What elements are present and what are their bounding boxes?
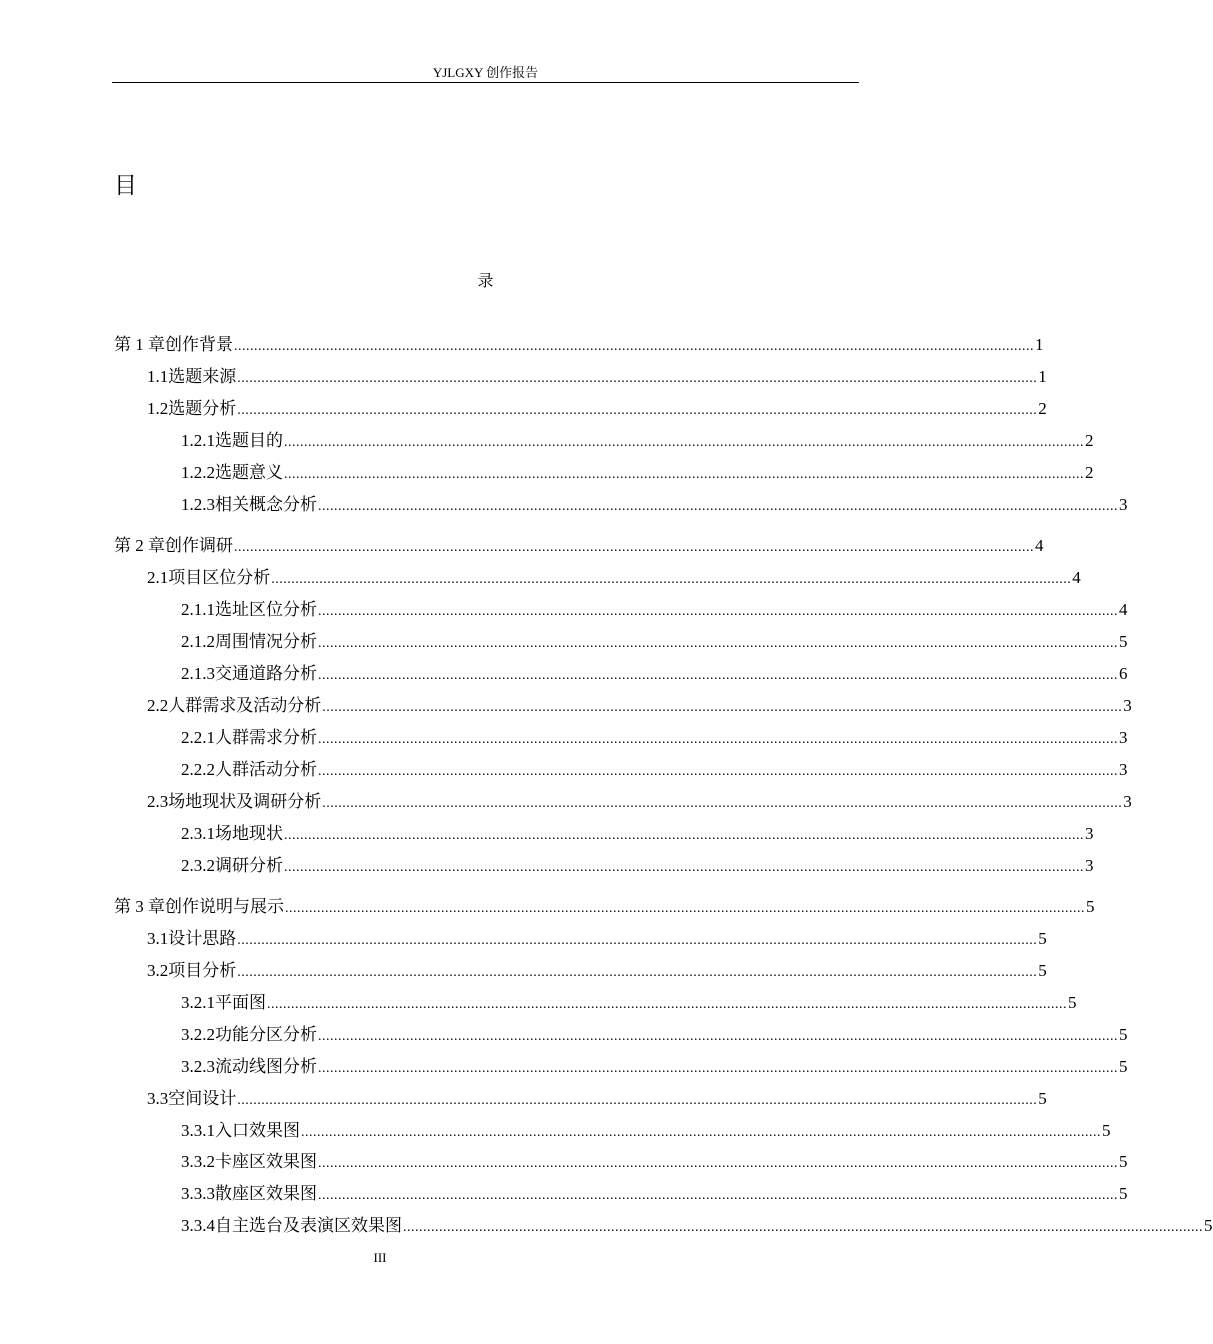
toc-entry-number: 2.3.1 [181, 824, 215, 843]
toc-entry-title: 入口效果图 [215, 1121, 300, 1140]
toc-entry-page: 5 [1102, 1121, 1111, 1140]
toc-entry-title: 场地现状及调研分析 [168, 792, 322, 811]
toc-leader-dots: ........................................................................................................................................................................................................ [322, 700, 1123, 715]
toc-entry-number: 1.2 [147, 399, 169, 418]
toc-entry-page: 2 [1085, 463, 1094, 482]
toc-leader-dots: ........................................................................................................................................................................................................ [301, 1125, 1101, 1140]
toc-leader-dots: ........................................................................................................................................................................................................ [271, 572, 1072, 587]
toc-entry[interactable] [181, 991, 1077, 1015]
toc-entry-page: 3 [1085, 824, 1094, 843]
toc-entry-page: 3 [1119, 760, 1128, 779]
toc-leader-dots: ........................................................................................................................................................................................................ [267, 997, 1067, 1012]
toc-entry-page: 1 [1038, 367, 1047, 386]
toc-entry-number: 1.1 [147, 367, 169, 386]
toc-leader-dots: ........................................................................................................................................................................................................ [237, 933, 1038, 948]
toc-entry-title: 项目分析 [168, 961, 237, 980]
toc-entry-page: 5 [1086, 897, 1095, 916]
toc-entry[interactable] [147, 365, 1047, 389]
toc-entry-title: 卡座区效果图 [215, 1152, 317, 1171]
toc-entry-page: 4 [1035, 536, 1044, 555]
toc-entry-title: 选题意义 [215, 463, 283, 482]
toc-leader-dots: ........................................................................................................................................................................................................ [318, 1029, 1118, 1044]
toc-entry-page: 3 [1119, 495, 1128, 514]
toc-entry[interactable] [181, 758, 1128, 782]
toc-entry-title: 流动线图分析 [215, 1057, 317, 1076]
toc-entry[interactable] [181, 662, 1128, 686]
toc-entry-title: 选题目的 [215, 431, 283, 450]
toc-entry[interactable] [181, 822, 1094, 846]
toc-entry-number: 2.2.2 [181, 760, 215, 779]
toc-entry-page: 5 [1038, 929, 1047, 948]
toc-leader-dots: ........................................................................................................................................................................................................ [318, 1156, 1118, 1171]
toc-entry-page: 3 [1119, 728, 1128, 747]
toc-leader-dots: ........................................................................................................................................................................................................ [237, 965, 1038, 980]
toc-entry-number: 2.1.3 [181, 664, 215, 683]
toc-entry-number: 2.3.2 [181, 856, 215, 875]
toc-leader-dots: ........................................................................................................................................................................................................ [318, 636, 1118, 651]
toc-entry-title: 场地现状 [215, 824, 283, 843]
toc-entry-number: 3.2.3 [181, 1057, 215, 1076]
toc-entry[interactable] [114, 534, 1044, 558]
toc-entry-title: 人群需求分析 [215, 728, 317, 747]
toc-entry-page: 5 [1119, 1057, 1128, 1076]
toc-leader-dots: ........................................................................................................................................................................................................ [285, 901, 1085, 916]
toc-entry-title: 自主选台及表演区效果图 [215, 1216, 402, 1235]
toc-entry-title: 周围情况分析 [215, 632, 317, 651]
toc-entry-page: 2 [1085, 431, 1094, 450]
toc-leader-dots: ........................................................................................................................................................................................................ [237, 1093, 1038, 1108]
toc-entry-number: 2.2 [147, 696, 169, 715]
toc-entry-page: 3 [1123, 696, 1132, 715]
toc-entry-number: 第 3 章 [114, 897, 165, 916]
toc-entry-page: 3 [1123, 792, 1132, 811]
toc-entry[interactable] [181, 429, 1094, 453]
toc-leader-dots: ........................................................................................................................................................................................................ [318, 604, 1118, 619]
toc-entry-title: 人群需求及活动分析 [168, 696, 322, 715]
toc-entry[interactable] [181, 630, 1128, 654]
toc-entry[interactable] [181, 1119, 1111, 1143]
toc-entry-title: 相关概念分析 [215, 495, 317, 514]
toc-entry[interactable] [114, 333, 1044, 357]
toc-leader-dots: ........................................................................................................................................................................................................ [318, 1061, 1118, 1076]
toc-leader-dots: ........................................................................................................................................................................................................ [318, 732, 1118, 747]
toc-entry-number: 3.3.2 [181, 1152, 215, 1171]
toc-leader-dots: ........................................................................................................................................................................................................ [322, 796, 1123, 811]
toc-entry-title: 空间设计 [168, 1089, 237, 1108]
toc-entry-title: 平面图 [215, 993, 266, 1012]
toc-leader-dots: ........................................................................................................................................................................................................ [234, 540, 1034, 555]
toc-heading-part1: 目 [114, 173, 137, 199]
page-header: YJLGXY 创作报告 [432, 65, 539, 80]
toc-entry-title: 设计思路 [168, 929, 237, 948]
toc-entry[interactable] [181, 1023, 1128, 1047]
toc-entry-number: 3.2.2 [181, 1025, 215, 1044]
toc-entry-number: 2.3 [147, 792, 169, 811]
toc-entry-page: 3 [1085, 856, 1094, 875]
toc-entry-page: 5 [1119, 1184, 1128, 1203]
toc-entry-number: 2.2.1 [181, 728, 215, 747]
toc-entry-number: 2.1.1 [181, 600, 215, 619]
toc-entry[interactable] [181, 1182, 1128, 1206]
toc-entry[interactable] [181, 461, 1094, 485]
toc-entry-title: 调研分析 [215, 856, 283, 875]
toc-leader-dots: ........................................................................................................................................................................................................ [318, 499, 1118, 514]
toc-leader-dots: ........................................................................................................................................................................................................ [237, 403, 1038, 418]
toc-entry[interactable] [181, 1214, 1213, 1238]
toc-entry-page: 5 [1204, 1216, 1213, 1235]
toc-entry-title: 创作说明与展示 [165, 897, 284, 916]
toc-entry-page: 5 [1119, 632, 1128, 651]
toc-entry-number: 3.2.1 [181, 993, 215, 1012]
toc-entry-title: 选题分析 [168, 399, 237, 418]
toc-entry-page: 5 [1038, 961, 1047, 980]
toc-leader-dots: ........................................................................................................................................................................................................ [403, 1220, 1203, 1235]
toc-entry[interactable] [147, 397, 1047, 421]
toc-entry[interactable] [181, 598, 1128, 622]
toc-entry-page: 2 [1038, 399, 1047, 418]
toc-entry-number: 1.2.2 [181, 463, 215, 482]
toc-entry[interactable] [147, 790, 1132, 814]
toc-entry-number: 3.1 [147, 929, 169, 948]
toc-entry-title: 人群活动分析 [215, 760, 317, 779]
toc-entry[interactable] [114, 895, 1095, 919]
toc-entry[interactable] [181, 1150, 1128, 1174]
toc-heading-part2: 录 [477, 273, 494, 290]
toc-leader-dots: ........................................................................................................................................................................................................ [284, 828, 1084, 843]
toc-entry[interactable] [147, 1087, 1047, 1111]
toc-entry-title: 项目区位分析 [168, 568, 271, 587]
toc-leader-dots: ........................................................................................................................................................................................................ [284, 467, 1084, 482]
toc-entry[interactable] [181, 726, 1128, 750]
toc-entry-page: 5 [1119, 1025, 1128, 1044]
toc-entry-page: 1 [1035, 335, 1044, 354]
toc-entry[interactable] [181, 1055, 1128, 1079]
page-number: III [373, 1250, 387, 1265]
toc-entry-page: 4 [1119, 600, 1128, 619]
toc-entry-title: 交通道路分析 [215, 664, 317, 683]
toc-leader-dots: ........................................................................................................................................................................................................ [284, 860, 1084, 875]
toc-entry-number: 1.2.3 [181, 495, 215, 514]
toc-entry[interactable] [147, 694, 1132, 718]
toc-entry-number: 第 1 章 [114, 335, 165, 354]
toc-entry-page: 5 [1038, 1089, 1047, 1108]
toc-entry-page: 5 [1068, 993, 1077, 1012]
toc-entry-number: 3.3.3 [181, 1184, 215, 1203]
toc-entry-number: 3.2 [147, 961, 169, 980]
toc-leader-dots: ........................................................................................................................................................................................................ [318, 668, 1118, 683]
toc-leader-dots: ........................................................................................................................................................................................................ [318, 1188, 1118, 1203]
toc-leader-dots: ........................................................................................................................................................................................................ [237, 371, 1038, 386]
toc-leader-dots: ........................................................................................................................................................................................................ [284, 435, 1084, 450]
toc-entry[interactable] [147, 927, 1047, 951]
toc-entry[interactable] [147, 566, 1081, 590]
toc-entry-title: 创作背景 [165, 335, 233, 354]
toc-entry[interactable] [147, 959, 1047, 983]
toc-entry[interactable] [181, 493, 1128, 517]
toc-leader-dots: ........................................................................................................................................................................................................ [318, 764, 1118, 779]
toc-entry-title: 选题来源 [168, 367, 237, 386]
toc-entry-number: 2.1.2 [181, 632, 215, 651]
toc-entry-page: 5 [1119, 1152, 1128, 1171]
toc-entry-title: 散座区效果图 [215, 1184, 317, 1203]
toc-entry-number: 第 2 章 [114, 536, 165, 555]
toc-entry-number: 3.3.4 [181, 1216, 215, 1235]
toc-entry-title: 功能分区分析 [215, 1025, 317, 1044]
toc-entry-number: 2.1 [147, 568, 169, 587]
toc-entry-title: 创作调研 [165, 536, 233, 555]
header-rule [112, 82, 859, 83]
toc-entry-page: 4 [1072, 568, 1081, 587]
toc-entry-title: 选址区位分析 [215, 600, 317, 619]
toc-entry-page: 6 [1119, 664, 1128, 683]
toc-entry-number: 3.3 [147, 1089, 169, 1108]
toc-entry-number: 3.3.1 [181, 1121, 215, 1140]
toc-entry-number: 1.2.1 [181, 431, 215, 450]
toc-entry[interactable] [181, 854, 1094, 878]
toc-leader-dots: ........................................................................................................................................................................................................ [234, 339, 1034, 354]
